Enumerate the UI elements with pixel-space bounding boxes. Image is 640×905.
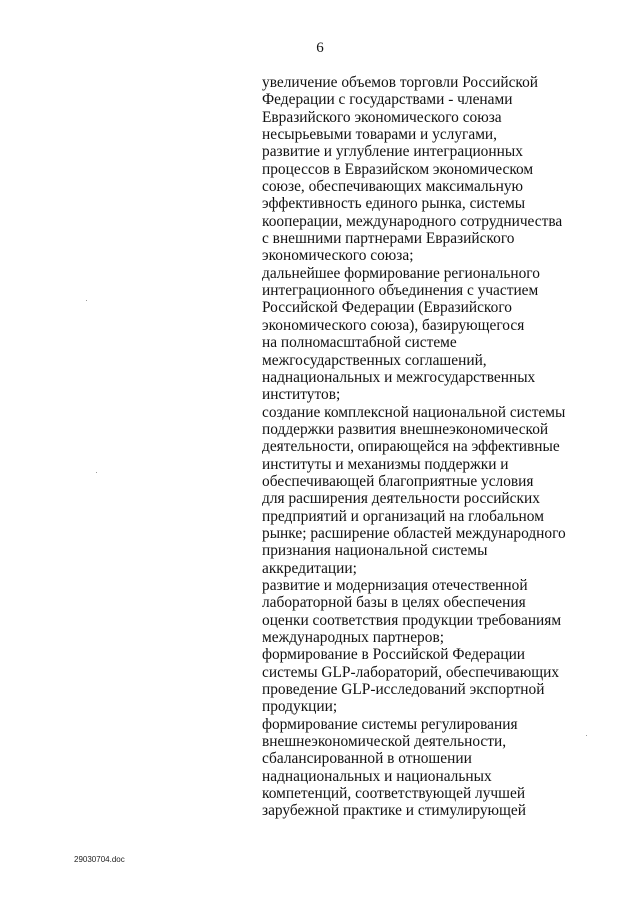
text-line: сбалансированной в отношении (262, 750, 472, 768)
text-line: международных партнеров; (262, 629, 444, 646)
text-line: экономического союза), базирующегося (262, 316, 525, 334)
text-line: формирование системы регулирования (262, 715, 518, 733)
page-number: 6 (316, 40, 324, 56)
text-line: формирование в Российской Федерации (262, 646, 526, 664)
text-line: увеличение объемов торговли Российской (262, 74, 539, 91)
text-line: рынке; расширение областей международного (262, 524, 566, 542)
text-line: продукции; (262, 698, 338, 716)
text-line: эффективность единого рынка, системы (262, 195, 526, 213)
text-line: обеспечивающей благоприятные условия (262, 472, 534, 490)
text-line: лабораторной базы в целях обеспечения (262, 594, 526, 612)
text-line: проведение GLP-исследований экспортной (262, 681, 545, 699)
text-line: аккредитации; (262, 559, 357, 577)
text-line: создание комплексной национальной системы (262, 403, 566, 421)
file-name: 29030704.doc (74, 855, 125, 864)
scan-speck (96, 472, 97, 473)
text-line: Российской Федерации (Евразийского (262, 299, 512, 317)
text-line: несырьевыми товарами и услугами, (262, 126, 498, 144)
body-text (262, 74, 622, 820)
text-line: с внешними партнерами Евразийского (262, 230, 515, 248)
text-line: дальнейшее формирование регионального (262, 264, 540, 282)
text-line: деятельности, опирающейся на эффективные (262, 438, 560, 456)
text-line: зарубежной практике и стимулирующей (262, 802, 526, 820)
text-line: союзе, обеспечивающих максимальную (262, 178, 524, 196)
text-line: для расширения деятельности российских (262, 490, 540, 508)
text-line: межгосударственных соглашений, (262, 351, 487, 369)
text-line: предприятий и организаций на глобальном (262, 507, 544, 525)
text-line: процессов в Евразийском экономическом (262, 160, 534, 178)
scan-speck (86, 300, 87, 301)
text-line: развитие и модернизация отечественной (262, 576, 528, 594)
text-line: развитие и углубление интеграционных (262, 143, 523, 161)
text-line: наднациональных и межгосударственных (262, 368, 536, 386)
scan-speck (586, 735, 587, 736)
text-line: экономического союза; (262, 247, 414, 265)
text-line: оценки соответствия продукции требованиям (262, 611, 562, 629)
text-line: компетенций, соответствующей лучшей (262, 785, 526, 803)
text-line: системы GLP-лабораторий, обеспечивающих (262, 663, 560, 681)
text-line: интеграционного объединения с участием (262, 282, 539, 300)
text-line: поддержки развития внешнеэкономической (262, 420, 549, 438)
text-line: кооперации, международного сотрудничества (262, 212, 563, 230)
text-line: Федерации с государствами - членами (262, 91, 513, 109)
text-line: на полномасштабной системе (262, 334, 457, 352)
text-line: признания национальной системы (262, 542, 488, 560)
text-line: внешнеэкономической деятельности, (262, 733, 507, 751)
text-line: институты и механизмы поддержки и (262, 455, 509, 473)
text-line: институтов; (262, 386, 341, 404)
text-line: Евразийского экономического союза (262, 108, 502, 126)
text-line: наднациональных и национальных (262, 767, 492, 785)
